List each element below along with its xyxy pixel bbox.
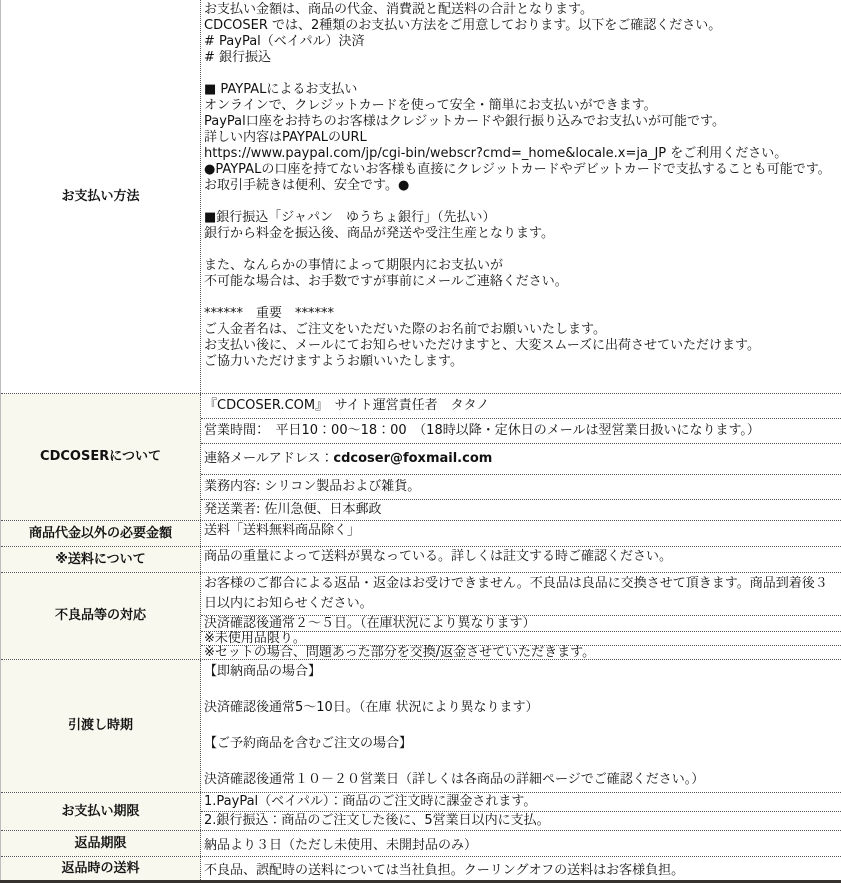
defective-unused-note: ※未使用品限り。 — [201, 631, 841, 645]
text-line — [204, 194, 838, 210]
text-line: ●PAYPALの口座を持てないお客様も直接にクレジットカードやデビットカードで支払することも可能です。 — [204, 162, 831, 177]
about-business: 業務内容: シリコン製品および雑貨。 — [201, 474, 841, 499]
text-line: https://www.paypal.com/jp/cgi-bin/webscr?cmd=_home&locale.x=ja_JP をご利用ください。 — [204, 146, 788, 161]
row-header-shipping-note — [1, 547, 201, 572]
shipping-note-content: 商品の重量によって送料が異なっている。詳しくは註文する時ご確認ください。 — [201, 547, 841, 572]
text-line: お取引手続きは便利、安全です。● — [204, 178, 410, 193]
row-header-label: 引渡し時期 — [67, 718, 133, 733]
contact-email: cdcoser@foxmail.com — [333, 451, 493, 466]
row-header-label: 返品期限 — [74, 835, 127, 851]
row-header-payment-method — [1, 0, 201, 393]
about-shipper: 発送業者: 佐川急便、日本郵政 — [201, 499, 841, 520]
row-header-return-shipping — [1, 857, 201, 880]
extra-fees-content: 送料「送料無料商品除く」 — [201, 521, 841, 546]
row-header-label: 商品代金以外の必要金額 — [28, 525, 172, 541]
text-line — [204, 753, 838, 771]
row-header-extra-fees — [1, 521, 201, 546]
row-header-label: 不良品等の対応 — [54, 608, 146, 623]
payment-deadline-content — [201, 793, 841, 830]
row-header-label: 返品時の送料 — [61, 860, 140, 876]
table-row-payment-deadline — [1, 792, 841, 830]
text-line — [204, 681, 838, 699]
defective-set-note: ※セットの場合、問題あった部分を交換/返金させていただきます。 — [201, 645, 841, 659]
row-header-payment-deadline — [1, 793, 201, 830]
return-shipping-content: 不良品、誤配時の送料については当社負担。クーリングオフの送料はお客様負担。 — [201, 857, 841, 880]
return-deadline-content: 納品より３日（ただし未使用、未開封品のみ） — [201, 831, 841, 856]
text-line: 決済確認後通常5～10日。（在庫 状況により異なります） — [204, 700, 539, 715]
table-row-about — [1, 393, 841, 520]
text-line — [204, 290, 838, 306]
text-line: # PayPal（ベイパル）決済 — [204, 34, 365, 49]
text-line: また、なんらかの事情によって期限内にお支払いが — [204, 258, 504, 273]
payment-method-content — [201, 0, 841, 393]
text-line: お支払い金額は、商品の代金、消費説と配送料の合計となります。 — [204, 2, 593, 17]
text-line: 不可能な場合は、お手数ですが事前にメールご連絡ください。 — [204, 274, 568, 289]
defective-content — [201, 573, 841, 659]
table-row-payment-method — [1, 0, 841, 393]
text-line: ■銀行振込「ジャパン ゆうちょ銀行」（先払い） — [204, 210, 496, 225]
table-row-defective — [1, 572, 841, 659]
deadline-paypal: 1.PayPal（ベイパル）：商品のご注文時に課金されます。 — [204, 794, 537, 809]
delivery-content — [201, 660, 841, 792]
text-line: PayPal口座をお持ちのお客様はクレジットカードや銀行振り込みでお支払いが可能です。 — [204, 114, 725, 129]
table-row-extra-fees — [1, 520, 841, 546]
row-header-label: お支払い期限 — [61, 803, 140, 819]
text-line: 銀行から料金を振込後、商品が発送や受注生産となります。 — [204, 226, 554, 241]
text-line: ご入金者名は、ご注文をいただいた際のお名前でお願いいたします。 — [204, 322, 606, 337]
table-row-shipping-note — [1, 546, 841, 572]
text-line: CDCOSER では、2種類のお支払い方法をご用意しております。以下をご確認ください。 — [204, 18, 722, 33]
text-line — [204, 242, 838, 258]
text-line: お支払い後に、メールにてお知らせいただけますと、大変スムーズに出荷させていただけます。 — [204, 338, 761, 353]
text-line: ■ PAYPALによるお支払い — [204, 82, 358, 97]
about-content — [201, 394, 841, 520]
defective-policy: お客様のご都合による返品・返金はお受けできません。不良品は良品に交換させて頂きます。商品到着後３日以内にお知らせください。 — [204, 576, 828, 611]
about-hours: 営業時間： 平日10：00～18：00 （18時以降・定休日のメールは翌営業日扱いになります。） — [201, 418, 841, 443]
text-line: 【即納商品の場合】 — [204, 664, 322, 679]
row-header-return-deadline — [1, 831, 201, 856]
table-row-return-deadline — [1, 830, 841, 856]
contact-label: 連絡メールアドレス： — [204, 451, 334, 466]
text-line — [204, 717, 838, 735]
text-line — [204, 66, 838, 82]
about-operator: 『CDCOSER.COM』 サイト運営責任者 タタノ — [204, 398, 490, 413]
about-contact — [201, 443, 841, 474]
row-header-label: お支払い方法 — [61, 188, 140, 204]
deadline-bank: 2.銀行振込：商品のご注文した後に、5営業日以内に支払。 — [201, 811, 841, 830]
text-line: ****** 重要 ****** — [204, 306, 335, 321]
row-header-about — [1, 394, 201, 520]
defective-exchange-time: 決済確認後通常２～５日。（在庫状況により異なります） — [201, 615, 841, 631]
table-row-delivery — [1, 659, 841, 792]
text-line: 【ご予約商品を含むご注文の場合】 — [204, 736, 413, 751]
row-header-label: ※送料について — [55, 551, 146, 567]
row-header-label: CDCOSERについて — [40, 449, 161, 464]
table-row-return-shipping — [1, 856, 841, 880]
row-header-delivery — [1, 660, 201, 792]
text-line: 詳しい内容はPAYPALのURL — [204, 130, 367, 145]
text-line: ご協力いただけますようお願いいたします。 — [204, 354, 463, 369]
text-line: 決済確認後通常１０－２０営業日（詳しくは各商品の詳細ページでご確認ください。） — [204, 772, 705, 787]
text-line: # 銀行振込 — [204, 50, 272, 65]
row-header-defective — [1, 573, 201, 659]
text-line: オンラインで、クレジットカードを使って安全・簡単にお支払いができます。 — [204, 98, 657, 113]
